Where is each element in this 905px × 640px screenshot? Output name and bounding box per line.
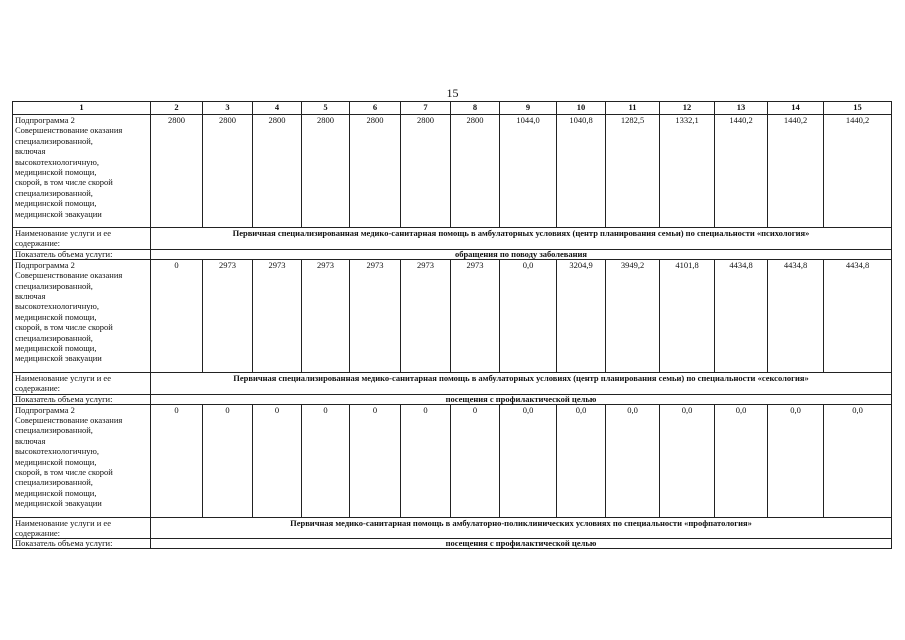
header-cell: 7 [401, 102, 451, 115]
service-name: Первичная специализированная медико-санитарная помощь в амбулаторных условиях (центр планирования семьи) по специальности «сексология» [151, 372, 892, 394]
subprogram-row [13, 404, 892, 517]
header-cell: 2 [151, 102, 203, 115]
page-number: 15 [446, 86, 459, 100]
value-cell: 2800 [151, 115, 203, 228]
header-cell: 9 [500, 102, 557, 115]
value-cell: 2973 [451, 259, 500, 372]
value-cell: 0,0 [660, 404, 715, 517]
value-cell: 0 [203, 404, 253, 517]
service-name: Первичная специализированная медико-санитарная помощь в амбулаторных условиях (центр планирования семьи) по специальности «психология» [151, 228, 892, 250]
indicator-row [13, 249, 892, 259]
value-cell: 0,0 [768, 404, 824, 517]
value-cell: 1040,8 [557, 115, 606, 228]
value-cell: 1440,2 [768, 115, 824, 228]
header-cell: 6 [350, 102, 401, 115]
value-cell: 2800 [302, 115, 350, 228]
header-cell: 15 [824, 102, 892, 115]
value-cell: 0,0 [606, 404, 660, 517]
header-cell: 12 [660, 102, 715, 115]
header-row [13, 102, 892, 115]
value-cell: 0,0 [500, 404, 557, 517]
value-cell: 0 [151, 259, 203, 372]
value-cell: 0,0 [715, 404, 768, 517]
value-cell: 1440,2 [824, 115, 892, 228]
value-cell: 2973 [302, 259, 350, 372]
service-label: Наименование услуги и ее содержание: [13, 228, 151, 250]
header-cell: 4 [253, 102, 302, 115]
value-cell: 0,0 [824, 404, 892, 517]
value-cell: 1044,0 [500, 115, 557, 228]
indicator-row [13, 539, 892, 549]
value-cell: 1282,5 [606, 115, 660, 228]
value-cell: 0 [350, 404, 401, 517]
header-cell: 5 [302, 102, 350, 115]
header-cell: 3 [203, 102, 253, 115]
program-table [12, 101, 892, 549]
value-cell: 2800 [350, 115, 401, 228]
subprogram-label: Подпрограмма 2 Совершенствование оказания специализированной, включая высокотехнологичную, медицинской помощи, скорой, в том числе скорой специализированной, медицинской помощи, медицинской эвакуации [13, 404, 151, 517]
header-cell: 13 [715, 102, 768, 115]
service-name: Первичная медико-санитарная помощь в амбулаторно-поликлинических условиях по специальности «профпатология» [151, 517, 892, 539]
value-cell: 2800 [253, 115, 302, 228]
value-cell: 2973 [350, 259, 401, 372]
header-cell: 8 [451, 102, 500, 115]
value-cell: 0 [151, 404, 203, 517]
value-cell: 0 [302, 404, 350, 517]
value-cell: 2973 [401, 259, 451, 372]
value-cell: 0,0 [500, 259, 557, 372]
value-cell: 2973 [253, 259, 302, 372]
value-cell: 0 [253, 404, 302, 517]
indicator-row [13, 394, 892, 404]
value-cell: 4434,8 [715, 259, 768, 372]
value-cell: 3204,9 [557, 259, 606, 372]
value-cell: 4101,8 [660, 259, 715, 372]
value-cell: 2800 [203, 115, 253, 228]
service-label: Наименование услуги и ее содержание: [13, 517, 151, 539]
indicator-label: Показатель объема услуги: [13, 249, 151, 259]
header-cell: 10 [557, 102, 606, 115]
value-cell: 2800 [401, 115, 451, 228]
service-row [13, 517, 892, 539]
service-row [13, 372, 892, 394]
value-cell: 0,0 [557, 404, 606, 517]
subprogram-label: Подпрограмма 2 Совершенствование оказания специализированной, включая высокотехнологичную, медицинской помощи, скорой, в том числе скорой специализированной, медицинской помощи, медицинской эвакуации [13, 115, 151, 228]
value-cell: 1332,1 [660, 115, 715, 228]
header-cell: 11 [606, 102, 660, 115]
value-cell: 4434,8 [824, 259, 892, 372]
value-cell: 1440,2 [715, 115, 768, 228]
indicator-value: обращения по поводу заболевания [151, 249, 892, 259]
indicator-label: Показатель объема услуги: [13, 539, 151, 549]
value-cell: 4434,8 [768, 259, 824, 372]
value-cell: 0 [401, 404, 451, 517]
value-cell: 2800 [451, 115, 500, 228]
indicator-label: Показатель объема услуги: [13, 394, 151, 404]
service-row [13, 228, 892, 250]
header-cell: 1 [13, 102, 151, 115]
indicator-value: посещения с профилактической целью [151, 394, 892, 404]
service-label: Наименование услуги и ее содержание: [13, 372, 151, 394]
subprogram-row [13, 115, 892, 228]
value-cell: 3949,2 [606, 259, 660, 372]
header-cell: 14 [768, 102, 824, 115]
subprogram-row [13, 259, 892, 372]
indicator-value: посещения с профилактической целью [151, 539, 892, 549]
subprogram-label: Подпрограмма 2 Совершенствование оказания специализированной, включая высокотехнологичную, медицинской помощи, скорой, в том числе скорой специализированной, медицинской помощи, медицинской эвакуации [13, 259, 151, 372]
value-cell: 2973 [203, 259, 253, 372]
value-cell: 0 [451, 404, 500, 517]
